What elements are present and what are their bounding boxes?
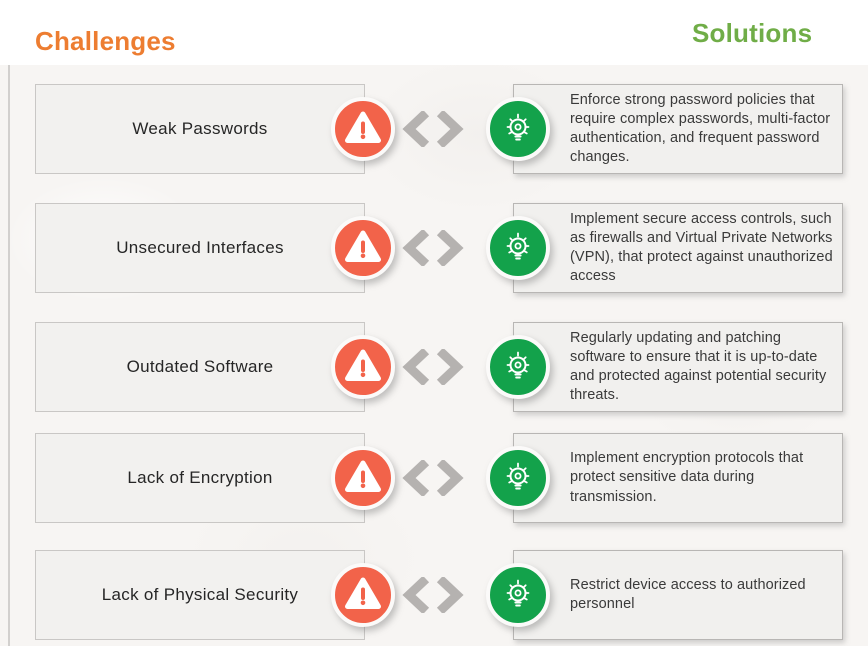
warning-triangle-icon xyxy=(339,571,387,619)
solution-box xyxy=(513,84,843,174)
solution-circle xyxy=(486,563,550,627)
solution-circle xyxy=(486,335,550,399)
challenge-label: Outdated Software xyxy=(126,357,274,376)
chevron-left-icon xyxy=(402,349,430,385)
chevron-left-icon xyxy=(402,111,430,147)
chevron-right-icon xyxy=(436,460,464,496)
solutions-heading: Solutions xyxy=(692,18,813,48)
solution-text: Implement secure access controls, such as firewalls and Virtual Private Networks (VPN), that protect against unauthorized access xyxy=(570,210,833,285)
solution-circle xyxy=(486,97,550,161)
warning-circle xyxy=(331,335,395,399)
chevron-right-icon xyxy=(436,577,464,613)
lightbulb-icon xyxy=(494,454,542,502)
warning-triangle-icon xyxy=(339,454,387,502)
warning-triangle-icon xyxy=(339,343,387,391)
lightbulb-icon xyxy=(494,571,542,619)
challenge-label: Weak Passwords xyxy=(132,119,268,138)
warning-circle xyxy=(331,97,395,161)
chevron-right-icon xyxy=(436,111,464,147)
warning-triangle-icon xyxy=(339,224,387,272)
challenge-label: Lack of Encryption xyxy=(127,468,273,487)
challenge-box xyxy=(35,322,365,412)
warning-circle xyxy=(331,563,395,627)
row-weak-passwords xyxy=(0,84,868,174)
solution-text: Restrict device access to authorized personnel xyxy=(570,576,806,612)
row-lack-of-encryption xyxy=(0,433,868,523)
challenge-box xyxy=(35,433,365,523)
lightbulb-icon xyxy=(494,343,542,391)
chevron-right-icon xyxy=(436,230,464,266)
row-lack-of-physical-security xyxy=(0,550,868,640)
solution-box xyxy=(513,433,843,523)
row-outdated-software xyxy=(0,322,868,412)
warning-circle xyxy=(331,216,395,280)
lightbulb-icon xyxy=(494,224,542,272)
challenge-box xyxy=(35,550,365,640)
solution-text: Enforce strong password policies that require complex passwords, multi-factor authentication, and frequent password changes. xyxy=(570,91,831,166)
challenges-heading: Challenges xyxy=(35,26,176,56)
solution-text: Implement encryption protocols that protect sensitive data during transmission. xyxy=(570,450,804,505)
warning-circle xyxy=(331,446,395,510)
solution-circle xyxy=(486,216,550,280)
chevron-right-icon xyxy=(436,349,464,385)
solution-text: Regularly updating and patching software to ensure that it is up-to-date and protected against potential security threats. xyxy=(570,329,827,404)
challenge-box xyxy=(35,84,365,174)
lightbulb-icon xyxy=(494,105,542,153)
chevron-left-icon xyxy=(402,230,430,266)
challenge-label: Unsecured Interfaces xyxy=(116,238,284,257)
warning-triangle-icon xyxy=(339,105,387,153)
solution-circle xyxy=(486,446,550,510)
challenge-label: Lack of Physical Security xyxy=(101,585,299,604)
challenge-box xyxy=(35,203,365,293)
row-unsecured-interfaces xyxy=(0,203,868,293)
solution-box xyxy=(513,322,843,412)
chevron-left-icon xyxy=(402,460,430,496)
solution-box xyxy=(513,550,843,640)
solution-box xyxy=(513,203,843,293)
chevron-left-icon xyxy=(402,577,430,613)
